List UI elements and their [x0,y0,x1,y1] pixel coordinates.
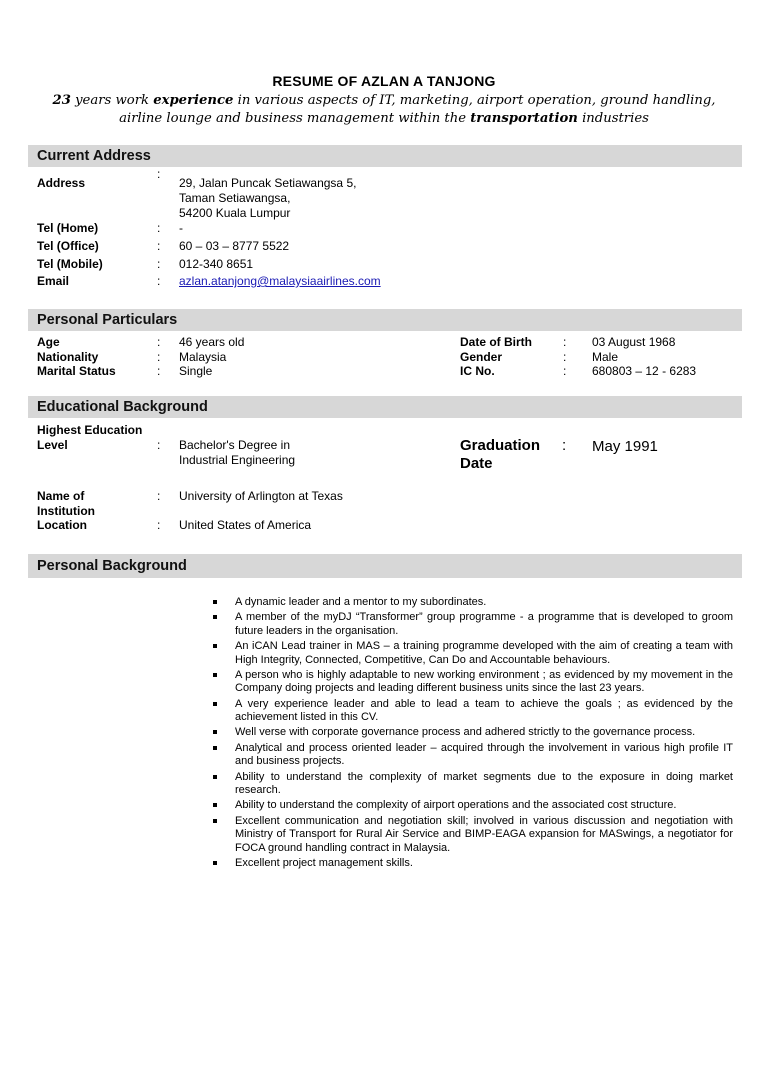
list-item: Ability to understand the complexity of airport operations and the associated cost structure. [213,799,733,813]
education-level-line-2: Industrial Engineering [179,453,296,467]
tel-mobile-value: 012-340 8651 [179,257,254,271]
tel-home-value: - [179,221,183,235]
colon: : [563,350,567,364]
list-item: A dynamic leader and a mentor to my subordinates. [213,596,733,610]
section-personal-background [28,554,742,578]
colon: : [157,438,161,452]
list-item: Excellent communication and negotiation skill; involved in various discussion and negotiation with Ministry of Transport for Rural Air Service and BIMP-EAGA expansion for MASwings, a negotiator for FOCA ground handling contract in Malaysia. [213,815,733,856]
list-item: Excellent project management skills. [213,857,733,871]
email-label: Email [37,274,70,288]
section-personal-particulars [28,309,742,331]
location-value: United States of America [179,518,312,532]
colon: : [157,335,161,349]
list-item: A very experience leader and able to lead a team to achieve the goals ; as evidenced by the achievement listed in this CV. [213,698,733,725]
graduation-date-label: Graduation [460,437,541,454]
list-item: An iCAN Lead trainer in MAS – a training programme developed with the aim of creating a team with High Integrity, Connected, Competitive, Can Do and Accountable behaviours. [213,640,733,667]
marital-status-value: Single [179,364,213,378]
age-label: Age [37,335,60,349]
education-level-line-1: Bachelor's Degree in [179,438,291,452]
gender-value: Male [592,350,619,364]
colon: : [157,257,161,271]
institution-label-2: Institution [37,504,95,518]
ic-value: 680803 – 12 - 6283 [592,364,697,378]
colon: : [157,167,161,181]
age-value: 46 years old [179,335,245,349]
institution-value: University of Arlington at Texas [179,489,343,503]
ic-label: IC No. [460,364,495,378]
section-heading: Personal Background [37,558,187,574]
colon: : [157,350,161,364]
address-label: Address [37,176,86,190]
marital-status-label: Marital Status [37,364,116,378]
tel-office-value: 60 – 03 – 8777 5522 [179,239,290,253]
colon: : [563,335,567,349]
list-item: Well verse with corporate governance process and adhered strictly to the governance process. [213,726,733,740]
colon: : [157,221,161,235]
section-educational-background [28,396,742,418]
list-item: A member of the myDJ “Transformer” group programme - a programme that is developed to groom future leaders in the organisation. [213,611,733,638]
education-level-label-2: Level [37,438,68,452]
section-heading: Current Address [37,148,151,164]
section-current-address [28,145,742,167]
nationality-label: Nationality [37,350,99,364]
colon: : [157,239,161,253]
address-line-2: Taman Setiawangsa, [179,191,291,205]
dob-label: Date of Birth [460,335,532,349]
email-link[interactable]: azlan.atanjong@malaysiaairlines.com [179,274,381,288]
tel-mobile-label: Tel (Mobile) [37,257,103,271]
colon: : [157,489,161,503]
address-line-1: 29, Jalan Puncak Setiawangsa 5, [179,176,357,190]
section-heading: Educational Background [37,399,208,415]
list-item: Ability to understand the complexity of market segments due to the exposure in doing market research. [213,771,733,798]
dob-value: 03 August 1968 [592,335,676,349]
colon: : [157,364,161,378]
nationality-value: Malaysia [179,350,227,364]
section-heading: Personal Particulars [37,312,178,328]
list-item: Analytical and process oriented leader – acquired through the involvement in various high profile IT and business projects. [213,742,733,769]
colon: : [157,518,161,532]
personal-background-list [213,596,733,872]
tel-office-label: Tel (Office) [37,239,99,253]
colon: : [563,364,567,378]
location-label: Location [37,518,87,532]
resume-title: RESUME OF AZLAN A TANJONG [272,73,496,89]
list-item: A person who is highly adaptable to new working environment ; as evidenced by my movement in the Company doing projects and leading different business units since the last 23 years. [213,669,733,696]
graduation-date-label-2: Date [460,455,493,472]
colon: : [157,274,161,288]
colon: : [562,437,567,454]
institution-label: Name of [37,489,85,503]
resume-summary: 23 years work experience in various aspects of IT, marketing, airport operation, ground handling, airline lounge and business management within the transportation industries [52,93,716,126]
education-level-label: Highest Education [37,423,143,437]
tel-home-label: Tel (Home) [37,221,99,235]
graduation-date-value: May 1991 [592,438,658,455]
address-line-3: 54200 Kuala Lumpur [179,206,291,220]
gender-label: Gender [460,350,503,364]
